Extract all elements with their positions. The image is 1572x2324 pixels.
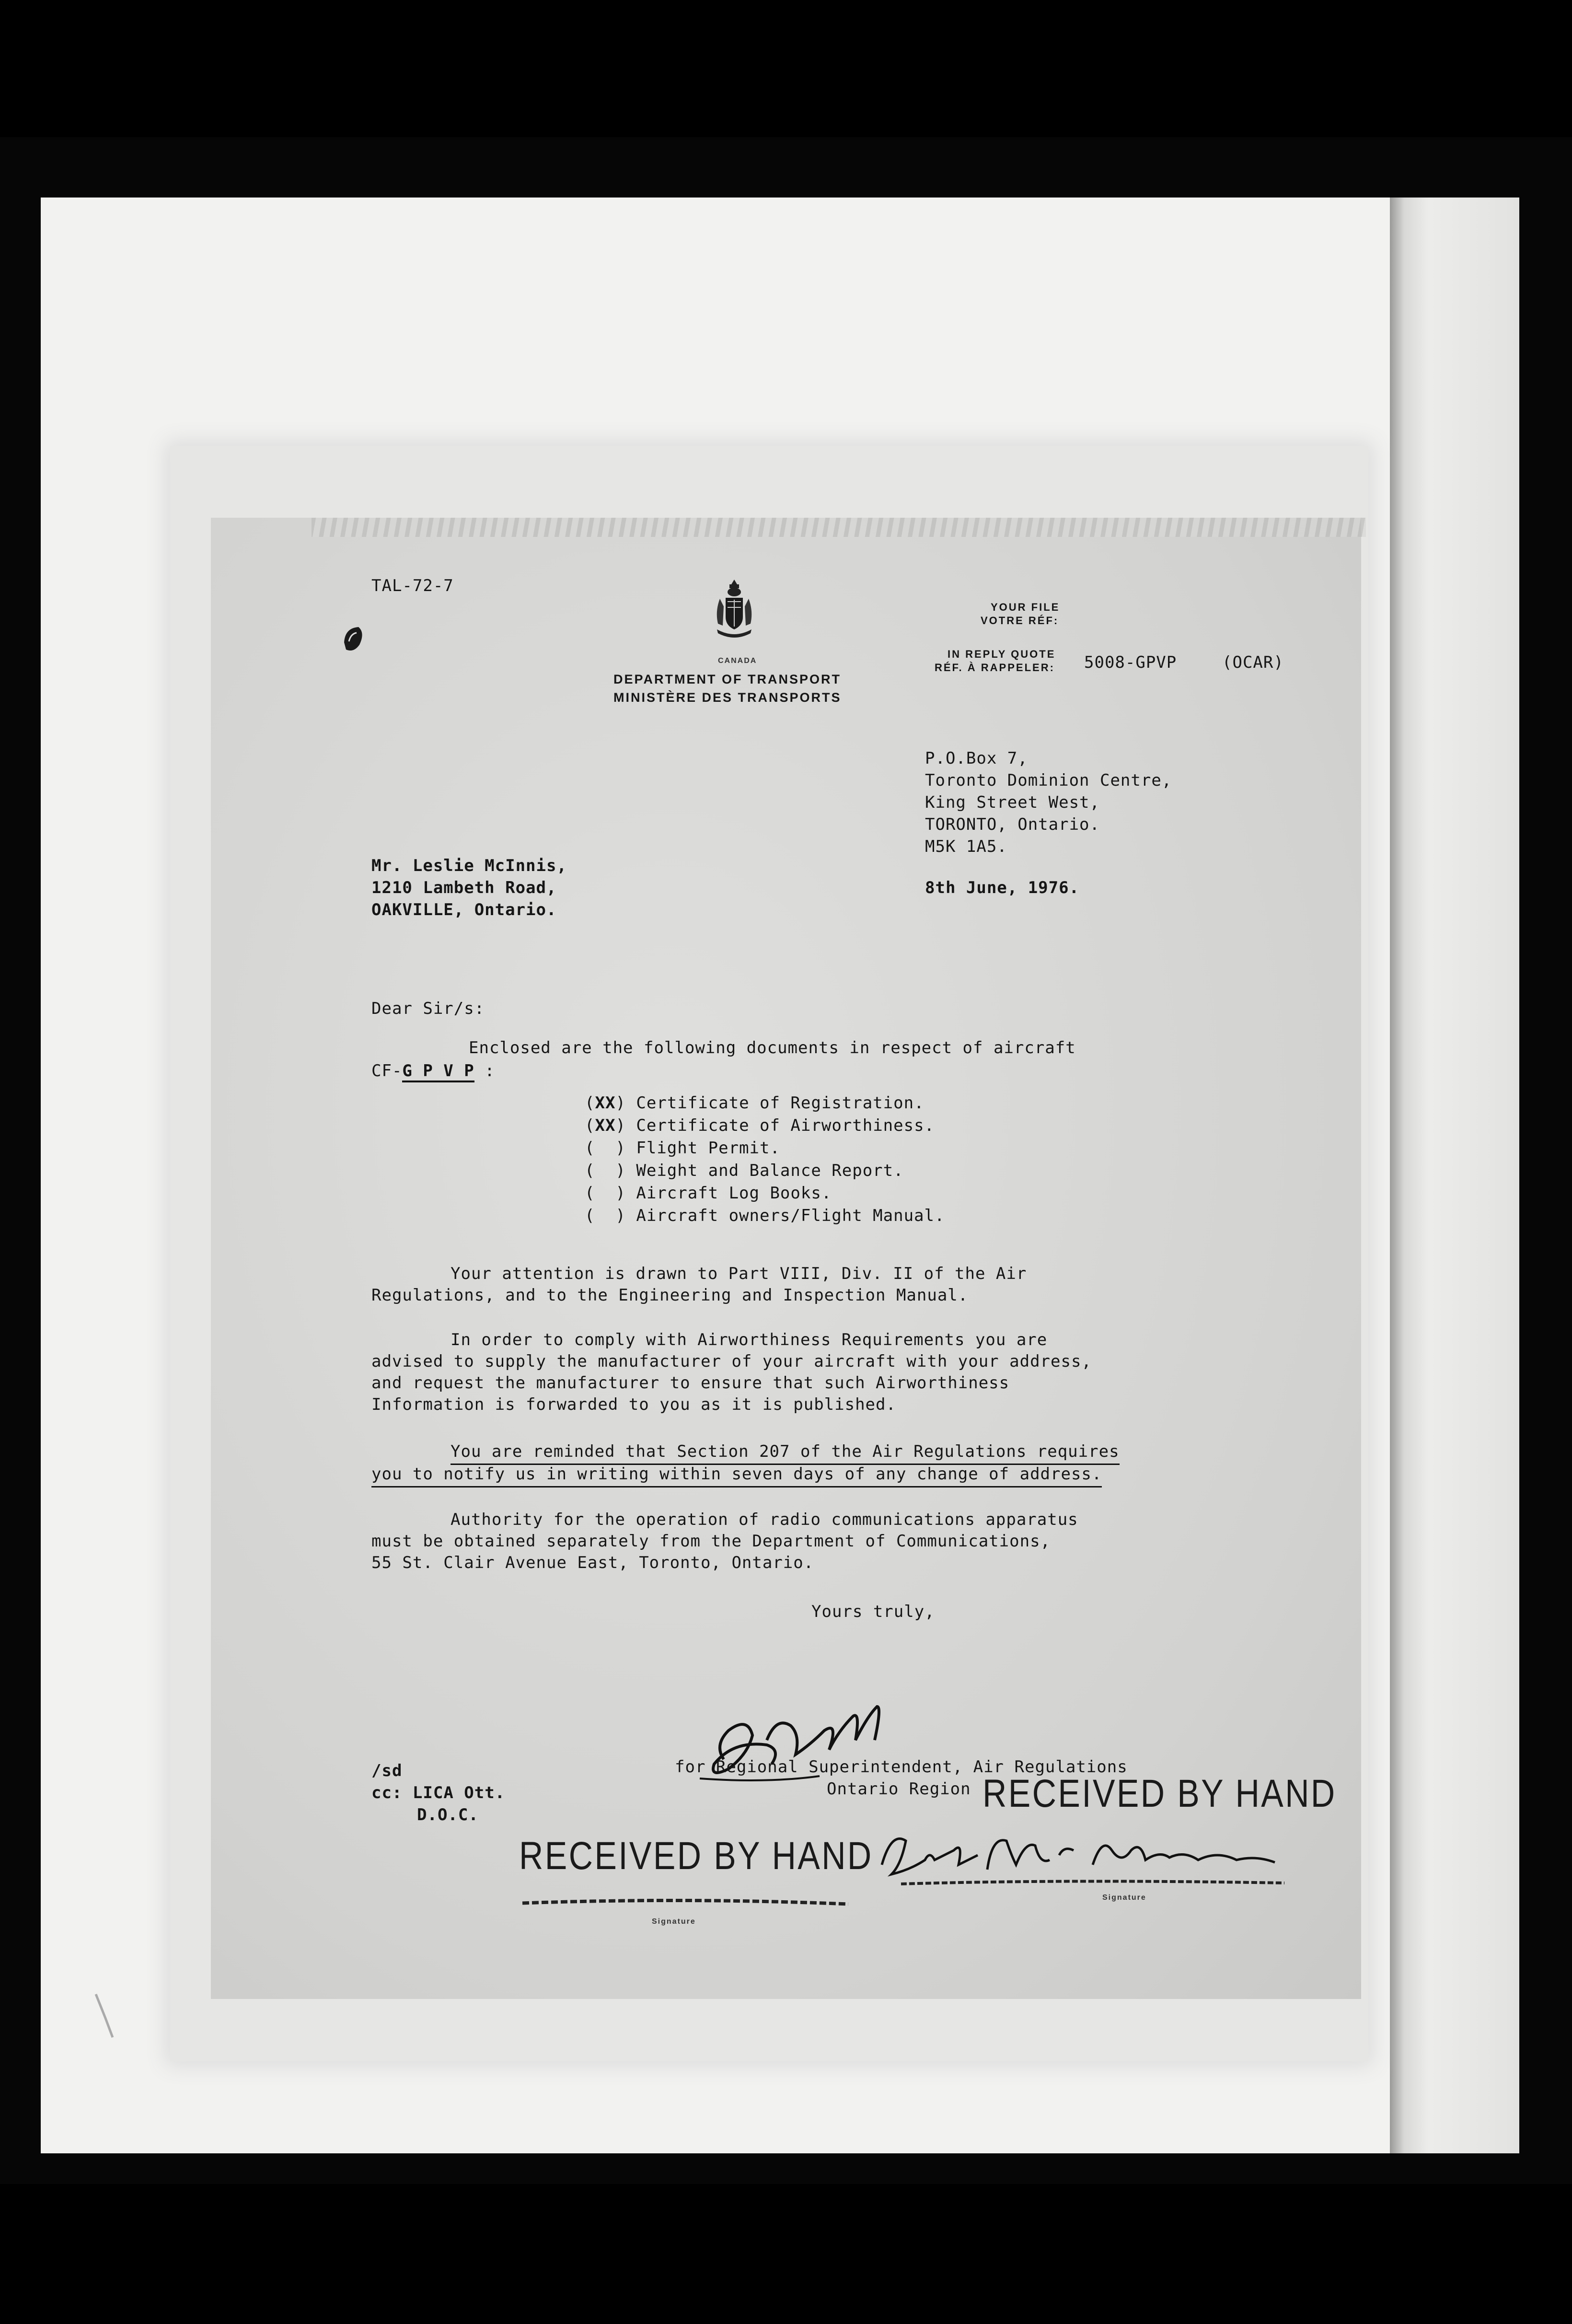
checklist-label: Certificate of Registration.	[636, 1093, 925, 1113]
reply-quote-label-fr: RÉF. À RAPPELER:	[935, 662, 1055, 674]
paragraph-line: and request the manufacturer to ensure that such Airworthiness	[371, 1373, 1010, 1393]
letterhead-dept-fr: MINISTÈRE DES TRANSPORTS	[613, 690, 842, 705]
checklist-item: ( ) Weight and Balance Report.	[585, 1161, 904, 1180]
aircraft-registration: G P V P	[402, 1061, 474, 1082]
aircraft-prefix: CF-	[371, 1061, 403, 1081]
cc-recipient: LICA Ott.	[412, 1783, 506, 1802]
letter-page	[211, 518, 1361, 1999]
recipient-signature	[872, 1822, 1294, 1894]
sender-address-line: Toronto Dominion Centre,	[925, 771, 1172, 790]
signature-line-label: Signature	[652, 1917, 696, 1926]
checklist-item: (XX) Certificate of Airworthiness.	[585, 1116, 935, 1135]
paragraph-line: 55 St. Clair Avenue East, Toronto, Ontario.	[371, 1553, 814, 1572]
signature-line-label: Signature	[1102, 1894, 1146, 1902]
adjacent-page-edge	[1390, 198, 1519, 2153]
checklist-label: Weight and Balance Report.	[636, 1161, 904, 1180]
aircraft-line	[371, 1059, 495, 1083]
cc-line	[371, 1781, 505, 1805]
checklist-label: Aircraft owners/Flight Manual.	[636, 1206, 945, 1225]
paragraph-line: In order to comply with Airworthiness Requirements you are	[451, 1330, 1048, 1349]
canada-coat-of-arms-icon	[710, 578, 758, 650]
paragraph-line: Authority for the operation of radio communications apparatus	[451, 1510, 1078, 1529]
closing: Yours truly,	[811, 1602, 935, 1621]
letterhead-dept-en: DEPARTMENT OF TRANSPORT	[613, 672, 841, 686]
punch-hole-mark	[340, 623, 367, 657]
intro-line: Enclosed are the following documents in respect of aircraft	[469, 1038, 1076, 1057]
cc-label: cc:	[371, 1783, 403, 1802]
paragraph-line: must be obtained separately from the Department of Communications,	[371, 1532, 1051, 1551]
signatory-title: for Regional Superintendent, Air Regulations	[675, 1757, 1128, 1777]
your-file-label-fr: VOTRE RÉF:	[981, 615, 1059, 627]
reply-quote-label-en: IN REPLY QUOTE	[948, 648, 1056, 660]
received-by-hand-stamp: RECEIVED BY HAND	[982, 1772, 1337, 1815]
signatory-region: Ontario Region	[827, 1779, 971, 1799]
perforated-edge	[312, 518, 1366, 537]
checklist-item: (XX) Certificate of Registration.	[585, 1093, 925, 1113]
letter-date: 8th June, 1976.	[925, 878, 1080, 897]
paragraph-line: advised to supply the manufacturer of your aircraft with your address,	[371, 1352, 1092, 1371]
salutation: Dear Sir/s:	[371, 999, 485, 1018]
film-scratch-mark	[91, 1989, 120, 2042]
checklist-mark: XX	[595, 1116, 616, 1135]
paragraph-line: Regulations, and to the Engineering and Inspection Manual.	[371, 1286, 969, 1305]
checklist-label: Certificate of Airworthiness.	[636, 1116, 935, 1135]
aircraft-colon: :	[485, 1061, 495, 1081]
letterhead-country: CANADA	[718, 657, 757, 665]
paragraph-line: Information is forwarded to you as it is published.	[371, 1395, 896, 1414]
received-by-hand-stamp: RECEIVED BY HAND	[519, 1834, 873, 1878]
file-reference: TAL-72-7	[371, 576, 454, 595]
reminder-line: you to notify us in writing within seven days of any change of address.	[371, 1463, 1102, 1487]
sender-address-line: TORONTO, Ontario.	[925, 815, 1100, 834]
checklist-label: Flight Permit.	[636, 1139, 780, 1158]
reply-quote-suffix: (OCAR)	[1222, 653, 1284, 672]
paragraph-line: Your attention is drawn to Part VIII, Div. II of the Air	[451, 1264, 1027, 1283]
sender-address-line: P.O.Box 7,	[925, 749, 1028, 768]
sender-address-line: M5K 1A5.	[925, 837, 1007, 856]
sender-address-line: King Street West,	[925, 793, 1100, 812]
your-file-label-en: YOUR FILE	[991, 601, 1060, 613]
recipient-line: 1210 Lambeth Road,	[371, 878, 557, 897]
checklist-item: ( ) Aircraft Log Books.	[585, 1184, 832, 1203]
checklist-item: ( ) Flight Permit.	[585, 1139, 780, 1158]
signature-line	[518, 1894, 853, 1913]
recipient-line: OAKVILLE, Ontario.	[371, 900, 557, 919]
checklist-mark: XX	[595, 1093, 616, 1113]
reminder-line: You are reminded that Section 207 of the Air Regulations requires	[451, 1440, 1120, 1465]
checklist-item: ( ) Aircraft owners/Flight Manual.	[585, 1206, 945, 1225]
recipient-line: Mr. Leslie McInnis,	[371, 856, 567, 875]
reply-quote-value: 5008-GPVP	[1084, 653, 1177, 672]
checklist-label: Aircraft Log Books.	[636, 1184, 832, 1203]
cc-recipient: D.O.C.	[417, 1805, 479, 1824]
typist-initials: /sd	[371, 1761, 403, 1780]
